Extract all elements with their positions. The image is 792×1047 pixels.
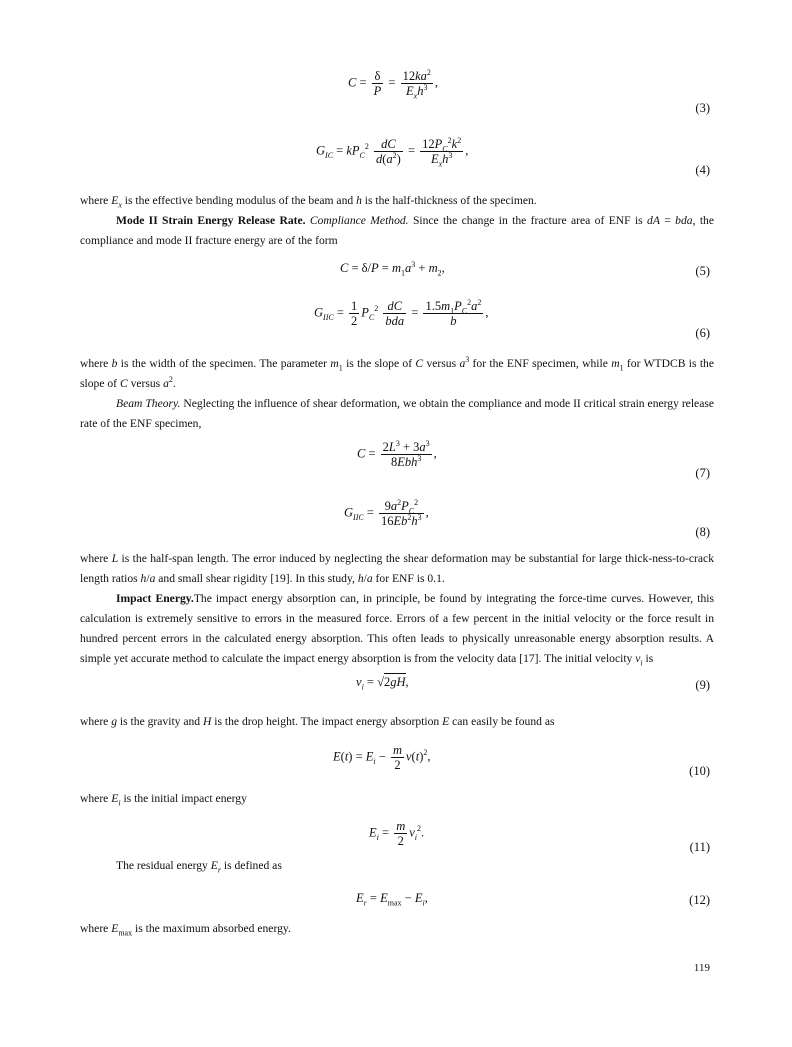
equation-number: (8) xyxy=(695,525,710,539)
equation-5: $C = \delta/P = m_1a^3 + m_2$, xyxy=(340,259,445,278)
equation-number: (5) xyxy=(695,264,710,278)
equation-number: (4) xyxy=(695,163,710,177)
equation-11: $E_i$ = $\frac{m}{2}$ $v_i^2$. xyxy=(369,819,425,848)
equation-10: $E(t) = E_i$ − $\frac{m}{2}$ $v(t)^2$, xyxy=(333,743,431,772)
paragraph: where L is the half-span length. The error induced by neglecting the shear deformation may be substantial for large thick-ness-to-crack length ratios h/a and small shear rigidity [19]. In this study, h/a for ENF is 0.1. xyxy=(80,552,714,585)
paragraph: where b is the width of the specimen. The parameter $m_1$ is the slope of C versus $a^3$ for the ENF specimen, while $m_1$ for WTDCB is the slope of C versus $a^2$. xyxy=(80,355,714,390)
equation-number: (11) xyxy=(689,840,710,854)
page-number: 119 xyxy=(693,962,710,974)
paragraph: where $E_i$ is the initial impact energy xyxy=(80,792,247,808)
paragraph: where g is the gravity and H is the drop height. The impact energy absorption E can easily be found as xyxy=(80,715,555,728)
equation-7: C = $\frac{2L^3 + 3a^3}{8Ebh^3}$ , xyxy=(357,438,437,469)
section-heading: Impact Energy. xyxy=(116,592,194,605)
equation-number: (6) xyxy=(695,326,710,340)
equation-number: (7) xyxy=(695,466,710,480)
paragraph: where $E_x$ is the effective bending modulus of the beam and h is the half-thickness of the specimen. xyxy=(80,194,537,210)
equation-9: $v_i = √2gH$, xyxy=(356,675,409,692)
equation-number: (10) xyxy=(689,764,710,778)
paragraph: The residual energy $E_r$ is defined as xyxy=(116,859,282,875)
paragraph: Mode II Strain Energy Release Rate. Compliance Method. Since the change in the fracture area of ENF is dA = bda, the compliance and mode II fracture energy are of the form xyxy=(80,214,714,247)
paragraph: Beam Theory. Neglecting the influence of shear deformation, we obtain the compliance and mode II critical strain energy release rate of the ENF specimen, xyxy=(80,397,714,430)
equation-3: C = $\frac{\delta}{P}$ = $\frac{12ka^2}{E_xh^3}$ , xyxy=(348,67,439,100)
section-heading: Mode II Strain Energy Release Rate xyxy=(116,214,303,227)
paragraph: Impact Energy.The impact energy absorption can, in principle, be found by integrating the force-time curves. However, this calculation is extremely sensitive to errors in the measured force. Errors of a few percent in the initial velocity or the force result in hundred percent errors in the calculated energy absorption. This often leads to physically unreasonable energy absorption results. A simple yet accurate method to calculate the impact energy absorption is from the velocity data [17]. The initial velocity $v_i$ is xyxy=(80,592,714,668)
equation-number: (3) xyxy=(695,101,710,115)
equation-number: (12) xyxy=(689,893,710,907)
equation-6: $G_{IIC}$ = $\frac{1}{2}$ $P_C^2$ $\frac{dC}{\text{bda}}$ = $\frac{1.5m_1P_C^2a^2}{b}$ , xyxy=(314,297,489,328)
equation-12: $E_r = E_{max} - E_i$, xyxy=(356,891,428,908)
paragraph: where $E_{max}$ is the maximum absorbed energy. xyxy=(80,922,291,938)
equation-8: $G_{IIC}$ = $\frac{9a^2P_C^2}{16Eb^2h^3}$ , xyxy=(344,497,429,528)
equation-number: (9) xyxy=(695,678,710,692)
equation-4: $G_{IC} = kP_C^2$ $\frac{dC}{d(a^2)}$ = $\frac{12P_C^2k^2}{E_xh^3}$ , xyxy=(316,135,469,168)
